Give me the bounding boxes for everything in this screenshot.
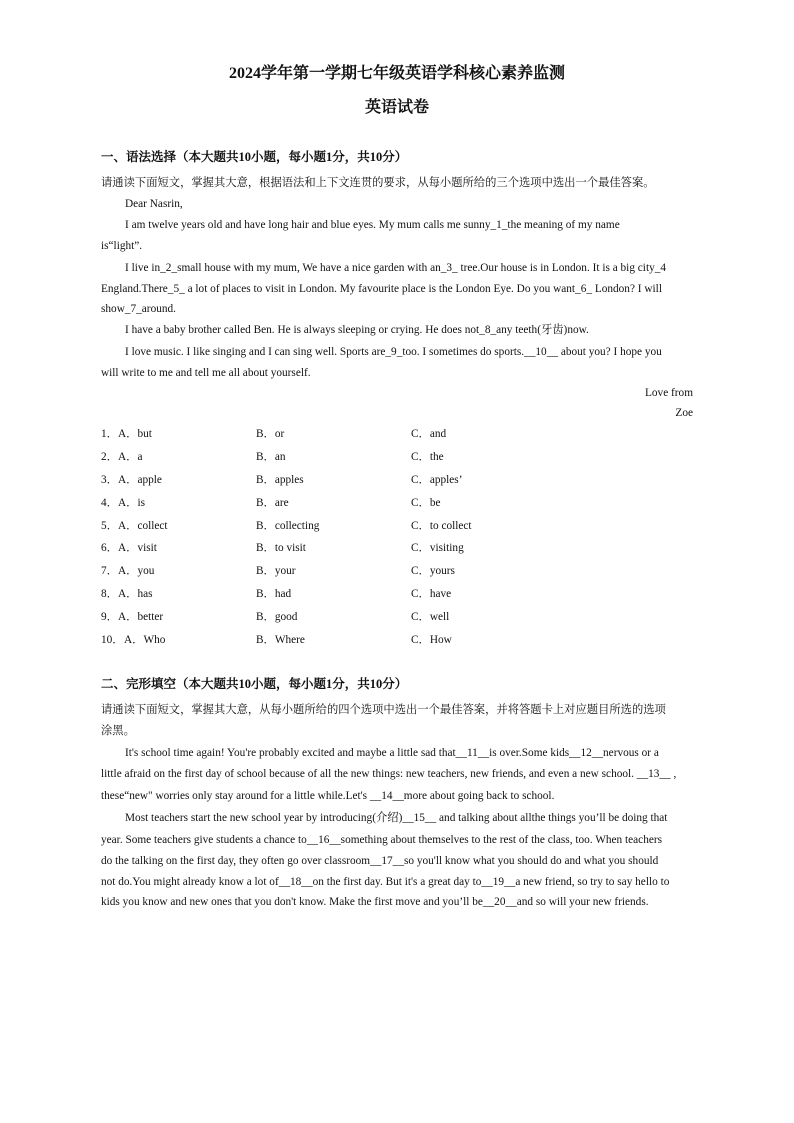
option-b[interactable]: B．apples: [256, 474, 304, 486]
option-c[interactable]: C．to collect: [411, 520, 472, 532]
question-number: 2．: [101, 451, 118, 463]
passage1-line: show_7_around.: [101, 303, 176, 315]
section1-instruction: 请通读下面短文，掌握其大意，根据语法和上下文连贯的要求，从每小题所给的三个选项中选出一个最佳答案。: [101, 177, 655, 189]
section1-heading: 一、语法选择（本大题共10小题，每小题1分，共10分）: [101, 150, 408, 164]
question-number: 9．: [101, 611, 118, 623]
option-b[interactable]: B．to visit: [256, 542, 306, 554]
passage1-line: I love music. I like singing and I can sing well. Sports are_9_too. I sometimes do sports.__10__ about you? I hope you: [125, 346, 662, 358]
question-number: 4．: [101, 497, 118, 509]
passage2-line: Most teachers start the new school year by introducing(介绍)__15__ and talking about allthe things you’ll be doing that: [125, 812, 668, 824]
passage1-line: I am twelve years old and have long hair and blue eyes. My mum calls me sunny_1_the meaning of my name: [125, 219, 620, 231]
section2-instruction: 涂黑。: [101, 725, 135, 737]
option-a[interactable]: A．has: [118, 588, 153, 600]
passage2-line: year. Some teachers give students a chance to__16__something about themselves to the rest of the class, too. When teachers: [101, 834, 663, 846]
passage1-line: is“light”.: [101, 240, 143, 252]
question-number: 6．: [101, 542, 118, 554]
section2-instruction: 请通读下面短文，掌握其大意，从每小题所给的四个选项中选出一个最佳答案，并将答题卡上对应题目所选的选项: [101, 704, 666, 716]
option-a[interactable]: A．a: [118, 451, 143, 463]
question-number: 1．: [101, 428, 118, 440]
exam-title: 2024学年第一学期七年级英语学科核心素养监测: [228, 65, 565, 82]
exam-subtitle: 英语试卷: [364, 99, 429, 116]
option-c[interactable]: C．and: [411, 428, 447, 440]
option-a[interactable]: A．but: [118, 428, 152, 440]
option-a[interactable]: A．Who: [124, 634, 166, 646]
option-c[interactable]: C．be: [411, 497, 441, 509]
passage2-line: little afraid on the first day of school because of all the new things: new teachers, new friends, and even a new school. __13__ ,: [101, 768, 677, 780]
option-a[interactable]: A．collect: [118, 520, 168, 532]
option-b[interactable]: B．an: [256, 451, 286, 463]
passage1-line: Dear Nasrin,: [125, 198, 183, 210]
option-a[interactable]: A．apple: [118, 474, 162, 486]
passage1-line: England.There_5_ a lot of places to visit in London. My favourite place is the London Eye. Do you want_6_ London? I will: [101, 283, 662, 295]
passage1-line: I have a baby brother called Ben. He is always sleeping or crying. He does not_8_any teeth(牙齿)now.: [125, 324, 589, 336]
option-c[interactable]: C．visiting: [411, 542, 464, 554]
letter-signature: Zoe: [675, 407, 693, 419]
option-c[interactable]: C．the: [411, 451, 444, 463]
question-number: 3．: [101, 474, 118, 486]
question-number: 10．: [101, 634, 124, 646]
option-b[interactable]: B．or: [256, 428, 285, 440]
letter-closing: Love from: [645, 387, 693, 399]
option-a[interactable]: A．visit: [118, 542, 157, 554]
option-a[interactable]: A．better: [118, 611, 164, 623]
passage2-line: not do.You might already know a lot of__18__on the first day. But it's a great day to__19__a new friend, so try to say hello to: [101, 876, 670, 888]
option-b[interactable]: B．your: [256, 565, 296, 577]
passage1-line: will write to me and tell me all about yourself.: [101, 367, 311, 379]
option-c[interactable]: C．have: [411, 588, 452, 600]
question-number: 7．: [101, 565, 118, 577]
section2-heading: 二、完形填空（本大题共10小题，每小题1分，共10分）: [101, 677, 408, 691]
option-a[interactable]: A．is: [118, 497, 145, 509]
question-number: 8．: [101, 588, 118, 600]
passage2-line: these“new" worries only stay around for a little while.Let's __14__more about going back to school.: [101, 790, 555, 802]
question-number: 5．: [101, 520, 118, 532]
passage2-line: It's school time again! You're probably excited and maybe a little sad that__11__is over.Some kids__12__nervous or a: [125, 747, 659, 759]
option-c[interactable]: C．How: [411, 634, 452, 646]
option-c[interactable]: C．apples’: [411, 474, 463, 486]
option-a[interactable]: A．you: [118, 565, 155, 577]
passage2-line: kids you know and new ones that you don't know. Make the first move and you’ll be__20__and so will your new friends.: [101, 896, 649, 908]
option-b[interactable]: B．collecting: [256, 520, 320, 532]
option-c[interactable]: C．yours: [411, 565, 455, 577]
passage1-line: I live in_2_small house with my mum, We have a nice garden with an_3_ tree.Our house is in London. It is a big city_4: [125, 262, 667, 274]
option-b[interactable]: B．are: [256, 497, 289, 509]
option-b[interactable]: B．had: [256, 588, 292, 600]
option-b[interactable]: B．good: [256, 611, 298, 623]
option-c[interactable]: C．well: [411, 611, 450, 623]
passage2-line: do the talking on the first day, they often go over classroom__17__so you'll know what you should do and what you should: [101, 855, 659, 867]
option-b[interactable]: B．Where: [256, 634, 305, 646]
